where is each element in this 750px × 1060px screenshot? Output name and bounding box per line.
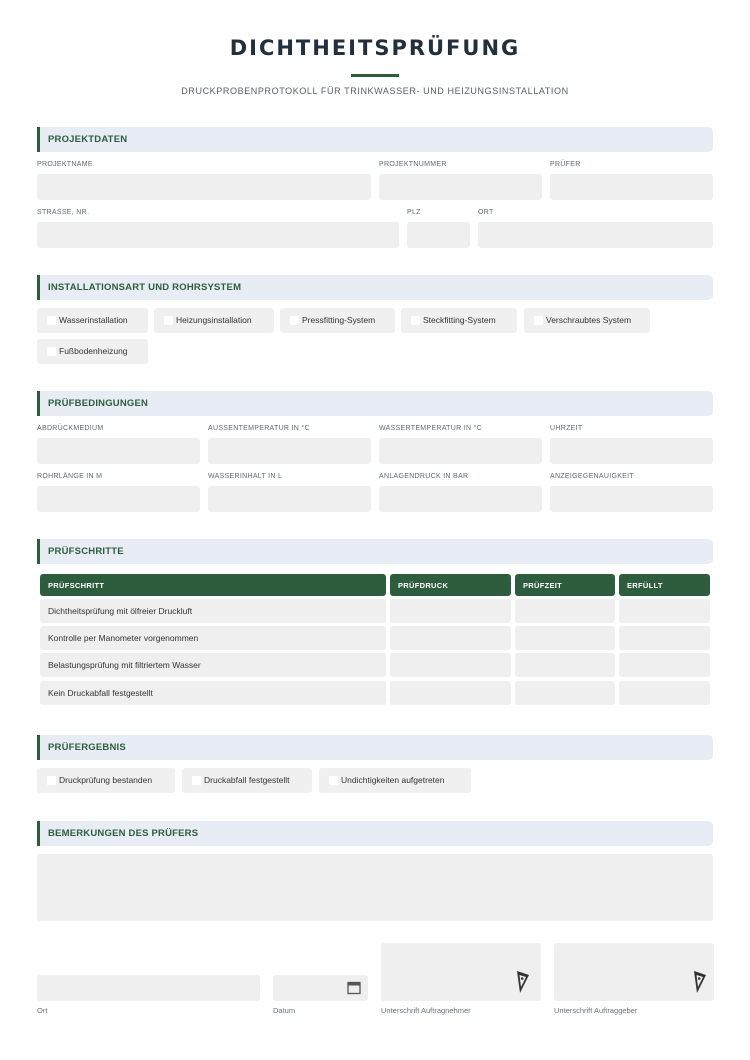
option-label: Pressfitting-System	[302, 315, 376, 325]
wasserinhalt-field[interactable]	[208, 486, 371, 512]
pruefdruck-cell[interactable]	[390, 626, 511, 650]
step-label: Dichtheitsprüfung mit ölfreier Druckluft	[48, 606, 193, 616]
section-bemerkungen	[37, 821, 713, 846]
pruefzeit-cell[interactable]	[515, 681, 615, 705]
strasse-label: STRASSE, NR.	[37, 209, 90, 216]
pruefer-label: PRÜFER	[550, 161, 581, 168]
table-row-step	[40, 653, 386, 677]
ort-label: ORT	[478, 209, 494, 216]
option-verschraubt[interactable]	[524, 308, 650, 333]
option-wasserinstallation[interactable]	[37, 308, 148, 333]
step-label: Kontrolle per Manometer vorgenommen	[48, 633, 199, 643]
pruefzeit-cell[interactable]	[515, 653, 615, 677]
checkbox[interactable]	[329, 776, 338, 785]
table-row-step	[40, 626, 386, 650]
step-label: Belastungsprüfung mit filtriertem Wasser	[48, 660, 201, 670]
checkbox[interactable]	[47, 347, 56, 356]
option-label: Steckfitting-System	[423, 315, 496, 325]
anlagendruck-label: ANLAGENDRUCK IN BAR	[379, 473, 469, 480]
column-label: PRÜFDRUCK	[398, 581, 449, 590]
option-label: Druckabfall festgestellt	[204, 775, 290, 785]
wasserinhalt-label: WASSERINHALT IN L	[208, 473, 283, 480]
section-installationsart	[37, 275, 713, 300]
pruefdruck-cell[interactable]	[390, 599, 511, 623]
checkbox[interactable]	[47, 316, 56, 325]
projektnummer-field[interactable]	[379, 174, 542, 200]
aussentemperatur-label: AUSSENTEMPERATUR IN °C	[208, 425, 310, 432]
option-label: Wasserinstallation	[59, 315, 128, 325]
pen-nib-icon	[515, 969, 531, 995]
erfuellt-cell[interactable]	[619, 599, 710, 623]
plz-field[interactable]	[407, 222, 470, 248]
section-pruefschritte	[37, 539, 713, 564]
option-label: Fußbodenheizung	[59, 346, 128, 356]
anzeigegenauigkeit-field[interactable]	[550, 486, 713, 512]
signature-auftraggeber-field[interactable]	[554, 943, 714, 1001]
option-undichtigkeiten[interactable]	[319, 768, 471, 793]
projektnummer-label: PROJEKTNUMMER	[379, 161, 447, 168]
table-header-pruefdruck	[390, 574, 511, 596]
rohrlaenge-label: ROHRLÄNGE IN M	[37, 473, 103, 480]
uhrzeit-label: UHRZEIT	[550, 425, 583, 432]
option-pressfitting[interactable]	[280, 308, 395, 333]
option-label: Druckprüfung bestanden	[59, 775, 153, 785]
footer-ort-field[interactable]	[37, 975, 260, 1001]
plz-label: PLZ	[407, 209, 421, 216]
option-heizungsinstallation[interactable]	[154, 308, 274, 333]
pruefer-field[interactable]	[550, 174, 713, 200]
table-header-pruefzeit	[515, 574, 615, 596]
section-heading: PRÜFERGEBNIS	[48, 742, 126, 753]
option-label: Undichtigkeiten aufgetreten	[341, 775, 445, 785]
abdrueckmedium-label: ABDRÜCKMEDIUM	[37, 425, 104, 432]
option-label: Heizungsinstallation	[176, 315, 252, 325]
wassertemperatur-label: WASSERTEMPERATUR IN °C	[379, 425, 483, 432]
step-label: Kein Druckabfall festgestellt	[48, 688, 153, 698]
signature-auftragnehmer-field[interactable]	[381, 943, 541, 1001]
pruefdruck-cell[interactable]	[390, 653, 511, 677]
section-heading: BEMERKUNGEN DES PRÜFERS	[48, 828, 199, 839]
erfuellt-cell[interactable]	[619, 653, 710, 677]
erfuellt-cell[interactable]	[619, 626, 710, 650]
checkbox[interactable]	[290, 316, 299, 325]
projektname-field[interactable]	[37, 174, 371, 200]
section-heading: PRÜFBEDINGUNGEN	[48, 398, 149, 409]
aussentemperatur-field[interactable]	[208, 438, 371, 464]
table-header-erfuellt	[619, 574, 710, 596]
footer-ort-label: Ort	[37, 1006, 48, 1015]
page-subtitle: DRUCKPROBENPROTOKOLL FÜR TRINKWASSER- UND HEIZUNGSINSTALLATION	[181, 86, 569, 96]
abdrueckmedium-field[interactable]	[37, 438, 200, 464]
section-pruefbedingungen	[37, 391, 713, 416]
anlagendruck-field[interactable]	[379, 486, 542, 512]
table-header-pruefschritt	[40, 574, 386, 596]
section-pruefergebnis	[37, 735, 713, 760]
ort-field[interactable]	[478, 222, 713, 248]
pruefdruck-cell[interactable]	[390, 681, 511, 705]
pruefzeit-cell[interactable]	[515, 626, 615, 650]
column-label: PRÜFSCHRITT	[48, 581, 105, 590]
pruefzeit-cell[interactable]	[515, 599, 615, 623]
option-steckfitting[interactable]	[401, 308, 517, 333]
strasse-field[interactable]	[37, 222, 399, 248]
pen-nib-icon	[692, 969, 708, 995]
table-row-step	[40, 599, 386, 623]
checkbox[interactable]	[411, 316, 420, 325]
option-label: Verschraubtes System	[546, 315, 632, 325]
checkbox[interactable]	[164, 316, 173, 325]
checkbox[interactable]	[192, 776, 201, 785]
option-fussbodenheizung[interactable]	[37, 339, 148, 364]
signature-auftraggeber-label: Unterschrift Auftraggeber	[554, 1006, 638, 1015]
projektname-label: PROJEKTNAME	[37, 161, 93, 168]
section-heading: PRÜFSCHRITTE	[48, 546, 124, 557]
section-heading: PROJEKTDATEN	[48, 134, 128, 145]
uhrzeit-field[interactable]	[550, 438, 713, 464]
option-druckabfall-festgestellt[interactable]	[182, 768, 312, 793]
footer-datum-field[interactable]	[273, 975, 368, 1001]
section-projektdaten	[37, 127, 713, 152]
section-heading: INSTALLATIONSART UND ROHRSYSTEM	[48, 282, 242, 293]
page-title: DICHTHEITSPRÜFUNG	[229, 36, 521, 60]
checkbox[interactable]	[534, 316, 543, 325]
column-label: PRÜFZEIT	[523, 581, 563, 590]
wassertemperatur-field[interactable]	[379, 438, 542, 464]
anzeigegenauigkeit-label: ANZEIGEGENAUIGKEIT	[550, 473, 634, 480]
footer-datum-label: Datum	[273, 1006, 296, 1015]
calendar-icon[interactable]	[347, 981, 361, 995]
rohrlaenge-field[interactable]	[37, 486, 200, 512]
checkbox[interactable]	[47, 776, 56, 785]
table-row-step	[40, 681, 386, 705]
bemerkungen-textarea[interactable]	[37, 854, 713, 921]
column-label: ERFÜLLT	[627, 581, 663, 590]
title-underline	[351, 74, 399, 77]
erfuellt-cell[interactable]	[619, 681, 710, 705]
option-druckpruefung-bestanden[interactable]	[37, 768, 175, 793]
signature-auftragnehmer-label: Unterschrift Auftragnehmer	[381, 1006, 471, 1015]
